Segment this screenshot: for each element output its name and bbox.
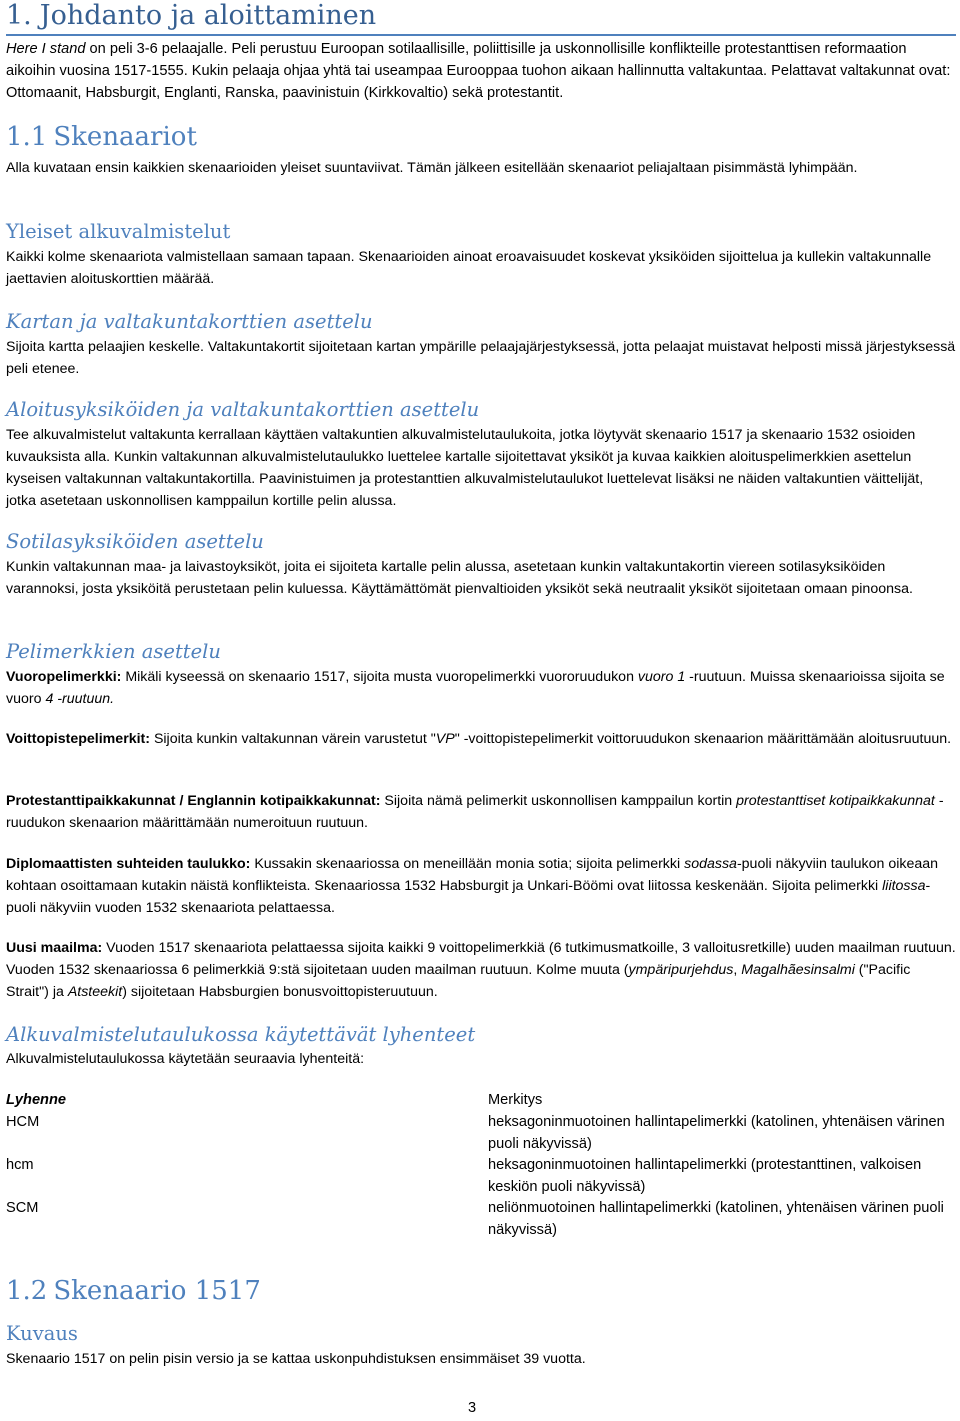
description-text: Skenaario 1517 on pelin pisin versio ja se kattaa uskonpuhdistuksen ensimmäiset 39 vuotta. xyxy=(6,1351,586,1367)
protestant-spaces-text: Sijoita nämä pelimerkit uskonnollisen kamppailun kortin xyxy=(380,793,737,809)
intro-paragraph xyxy=(6,38,956,104)
military-text: Kunkin valtakunnan maa- ja laivastoyksiköt, joita ei sijoiteta kartalle pelin alussa, asetetaan kunkin valtakuntakortin viereen sotilasyksiköiden varannoksi, josta yksiköitä perustetaan pelin kuluessa. Käyttämättömät pienvaltioiden yksiköt sekä neutraalit yksiköt sijoitetaan omaan pinoonsa. xyxy=(6,559,913,597)
abbr-cell: SCM xyxy=(6,1200,39,1216)
abbr-cell: hcm xyxy=(6,1157,34,1173)
abbreviations-intro: Alkuvalmistelutaulukossa käytetään seuraavia lyhenteitä: xyxy=(6,1051,365,1067)
new-world-italic-2: Magalhãesinsalmi xyxy=(741,962,855,978)
section-number: 1.1 xyxy=(6,122,48,152)
vp-marker-text: Sijoita kunkin valtakunnan värein varustetut " xyxy=(150,731,436,747)
general-setup-text: Kaikki kolme skenaariota valmistellaan samaan tapaan. Skenaarioiden ainoat eroavaisuudet koskevat yksiköiden sijoittelua ja kullekin valtakunnalle jaettavien aloituskorttien määrää. xyxy=(6,249,932,287)
new-world-text: Vuoden 1517 skenaariota pelattaessa sijoita kaikki 9 voittopelimerkkiä (6 tutkimusmatkoille, 3 valloitusretkille) uuden maailman ruutuun. Vuoden 1532 skenaariossa 6 pelimerkkiä 9:stä sijoitetaan uuden maailman ruutuun. Kolme muuta ( xyxy=(6,940,956,978)
meaning-cell: neliönmuotoinen hallintapelimerkki (katolinen, yhtenäisen värinen puoli näkyvissä) xyxy=(488,1200,944,1238)
section-1-2-heading xyxy=(6,1275,261,1307)
diplomacy-italic: sodassa xyxy=(684,856,737,872)
new-world-paragraph xyxy=(6,937,956,1003)
vp-marker-text-2: " -voittopistepelimerkit voittoruudukon skenaarion määrittämään aloitusruutuun. xyxy=(454,731,952,747)
protestant-spaces-text-2: -ruudukon skenaarion määrittämään numeroituun ruutuun. xyxy=(6,793,944,831)
chapter-number: 1. xyxy=(6,0,32,31)
vp-marker-paragraph xyxy=(6,728,956,750)
turn-marker-text: Mikäli kyseessä on skenaario 1517, sijoita musta vuoropelimerkki vuororuudukon xyxy=(121,669,638,685)
diplomacy-paragraph xyxy=(6,853,956,919)
vp-marker-label: Voittopistepelimerkit: xyxy=(6,731,150,747)
turn-marker-paragraph xyxy=(6,666,956,710)
turn-marker-label: Vuoropelimerkki: xyxy=(6,669,122,685)
section-title: Skenaario 1517 xyxy=(53,1276,261,1306)
diplomacy-text-2: -puoli näkyviin taulukon oikeaan kohtaan osoittamaan kutakin näistä konflikteista. Skenaariossa 1532 Habsburgit ja Unkari-Böömi ovat liitossa keskenään. Sijoita pelimerkki xyxy=(6,856,939,894)
diplomacy-text-3: -puoli näkyviin vuoden 1532 skenaariota pelattaessa. xyxy=(6,878,931,916)
markers-heading: Pelimerkkien asettelu xyxy=(6,640,221,663)
turn-marker-text-2: -ruutuun. Muissa skenaarioissa sijoita se vuoro xyxy=(6,669,945,707)
start-units-heading: Aloitusyksiköiden ja valtakuntakorttien asettelu xyxy=(6,398,480,421)
protestant-spaces-label: Protestanttipaikkakunnat / Englannin kotipaikkakunnat: xyxy=(6,793,381,809)
heading-rule xyxy=(6,34,956,36)
meaning-cell: heksagoninmuotoinen hallintapelimerkki (katolinen, yhtenäisen värinen puoli näkyvissä) xyxy=(488,1114,945,1152)
game-title: Here I stand xyxy=(6,41,86,57)
turn-marker-italic: vuoro 1 xyxy=(637,669,686,685)
diplomacy-italic-2: liitossa xyxy=(882,878,926,894)
intro-text: on peli 3-6 pelaajalle. Peli perustuu Euroopan sotilaallisille, poliittisille ja uskonnollisille konflikteille protestanttisen reformaation aikoihin vuosina 1517-1555. Kukin pelaaja ohjaa yhtä tai useampaa Eurooppaa tuohon aikaan hallinnutta valtakuntaa. Pelattavat valtakunnat ovat: Ottomaanit, Habsburgit, Englanti, Ranska, paavinistuin (Kirkkovaltio) sekä protestantit. xyxy=(6,41,951,101)
chapter-heading xyxy=(6,0,376,32)
new-world-italic: ympäripurjehdus xyxy=(628,962,734,978)
section-1-1-heading xyxy=(6,121,197,153)
new-world-label: Uusi maailma: xyxy=(6,940,103,956)
military-heading: Sotilasyksiköiden asettelu xyxy=(6,530,264,553)
vp-marker-italic: VP xyxy=(435,731,455,747)
page-number: 3 xyxy=(468,1400,477,1416)
abbr-cell: HCM xyxy=(6,1114,40,1130)
new-world-text-4: ) sijoitetaan Habsburgien bonusvoittopisteruutuun. xyxy=(122,984,438,1000)
start-units-text: Tee alkuvalmistelut valtakunta kerrallaan käyttäen valtakuntien alkuvalmistelutaulukoita, jotka löytyvät skenaario 1517 ja skenaario 1532 osioiden kuvauksista alla. Kunkin valtakunnan alkuvalmistelutaulukko luettelee kartalle sijoitettavat yksiköt ja kuvaa kaikkien aloituspelimerkkien asettelun kyseisen valtakunnan valtakuntakortilla. Paavinistuimen ja protestanttien alkuvalmistelutaulukot luettelevat lisäksi ne näiden valtakuntien väittelijät, jotka asetetaan uskonnollisen kamppailun kortille pelin alussa. xyxy=(6,427,924,509)
map-setup-heading: Kartan ja valtakuntakorttien asettelu xyxy=(6,310,373,333)
new-world-italic-3: Atsteekit xyxy=(67,984,123,1000)
diplomacy-text: Kussakin skenaariossa on meneillään monia sotia; sijoita pelimerkki xyxy=(250,856,685,872)
chapter-title: Johdanto ja aloittaminen xyxy=(39,0,377,31)
meaning-header: Merkitys xyxy=(488,1092,543,1108)
description-heading: Kuvaus xyxy=(6,1322,78,1345)
turn-marker-italic-2: 4 -ruutuun. xyxy=(45,691,115,707)
new-world-text-2: , xyxy=(733,962,742,978)
section-number: 1.2 xyxy=(6,1276,48,1306)
section-1-1-text: Alla kuvataan ensin kaikkien skenaarioiden yleiset suuntaviivat. Tämän jälkeen esitellään skenaariot peliajaltaan pisimmästä lyhimpään. xyxy=(6,160,858,176)
section-title: Skenaariot xyxy=(53,122,197,152)
map-setup-text: Sijoita kartta pelaajien keskelle. Valtakuntakortit sijoitetaan kartan ympärille pelaajajärjestyksessä, jotta pelaajat muistavat helposti missä järjestyksessä peli etenee. xyxy=(6,339,956,377)
protestant-spaces-italic: protestanttiset kotipaikkakunnat xyxy=(736,793,935,809)
abbr-header xyxy=(6,1089,66,1111)
diplomacy-label: Diplomaattisten suhteiden taulukko: xyxy=(6,856,251,872)
new-world-text-3: ("Pacific Strait") ja xyxy=(6,962,911,1000)
abbreviations-heading: Alkuvalmistelutaulukossa käytettävät lyhenteet xyxy=(6,1023,476,1046)
protestant-spaces-paragraph xyxy=(6,790,956,834)
abbr-header-text: Lyhenne xyxy=(6,1092,67,1108)
meaning-cell: heksagoninmuotoinen hallintapelimerkki (protestanttinen, valkoisen keskiön puoli näkyvissä) xyxy=(488,1157,922,1195)
general-setup-heading: Yleiset alkuvalmistelut xyxy=(6,220,231,243)
